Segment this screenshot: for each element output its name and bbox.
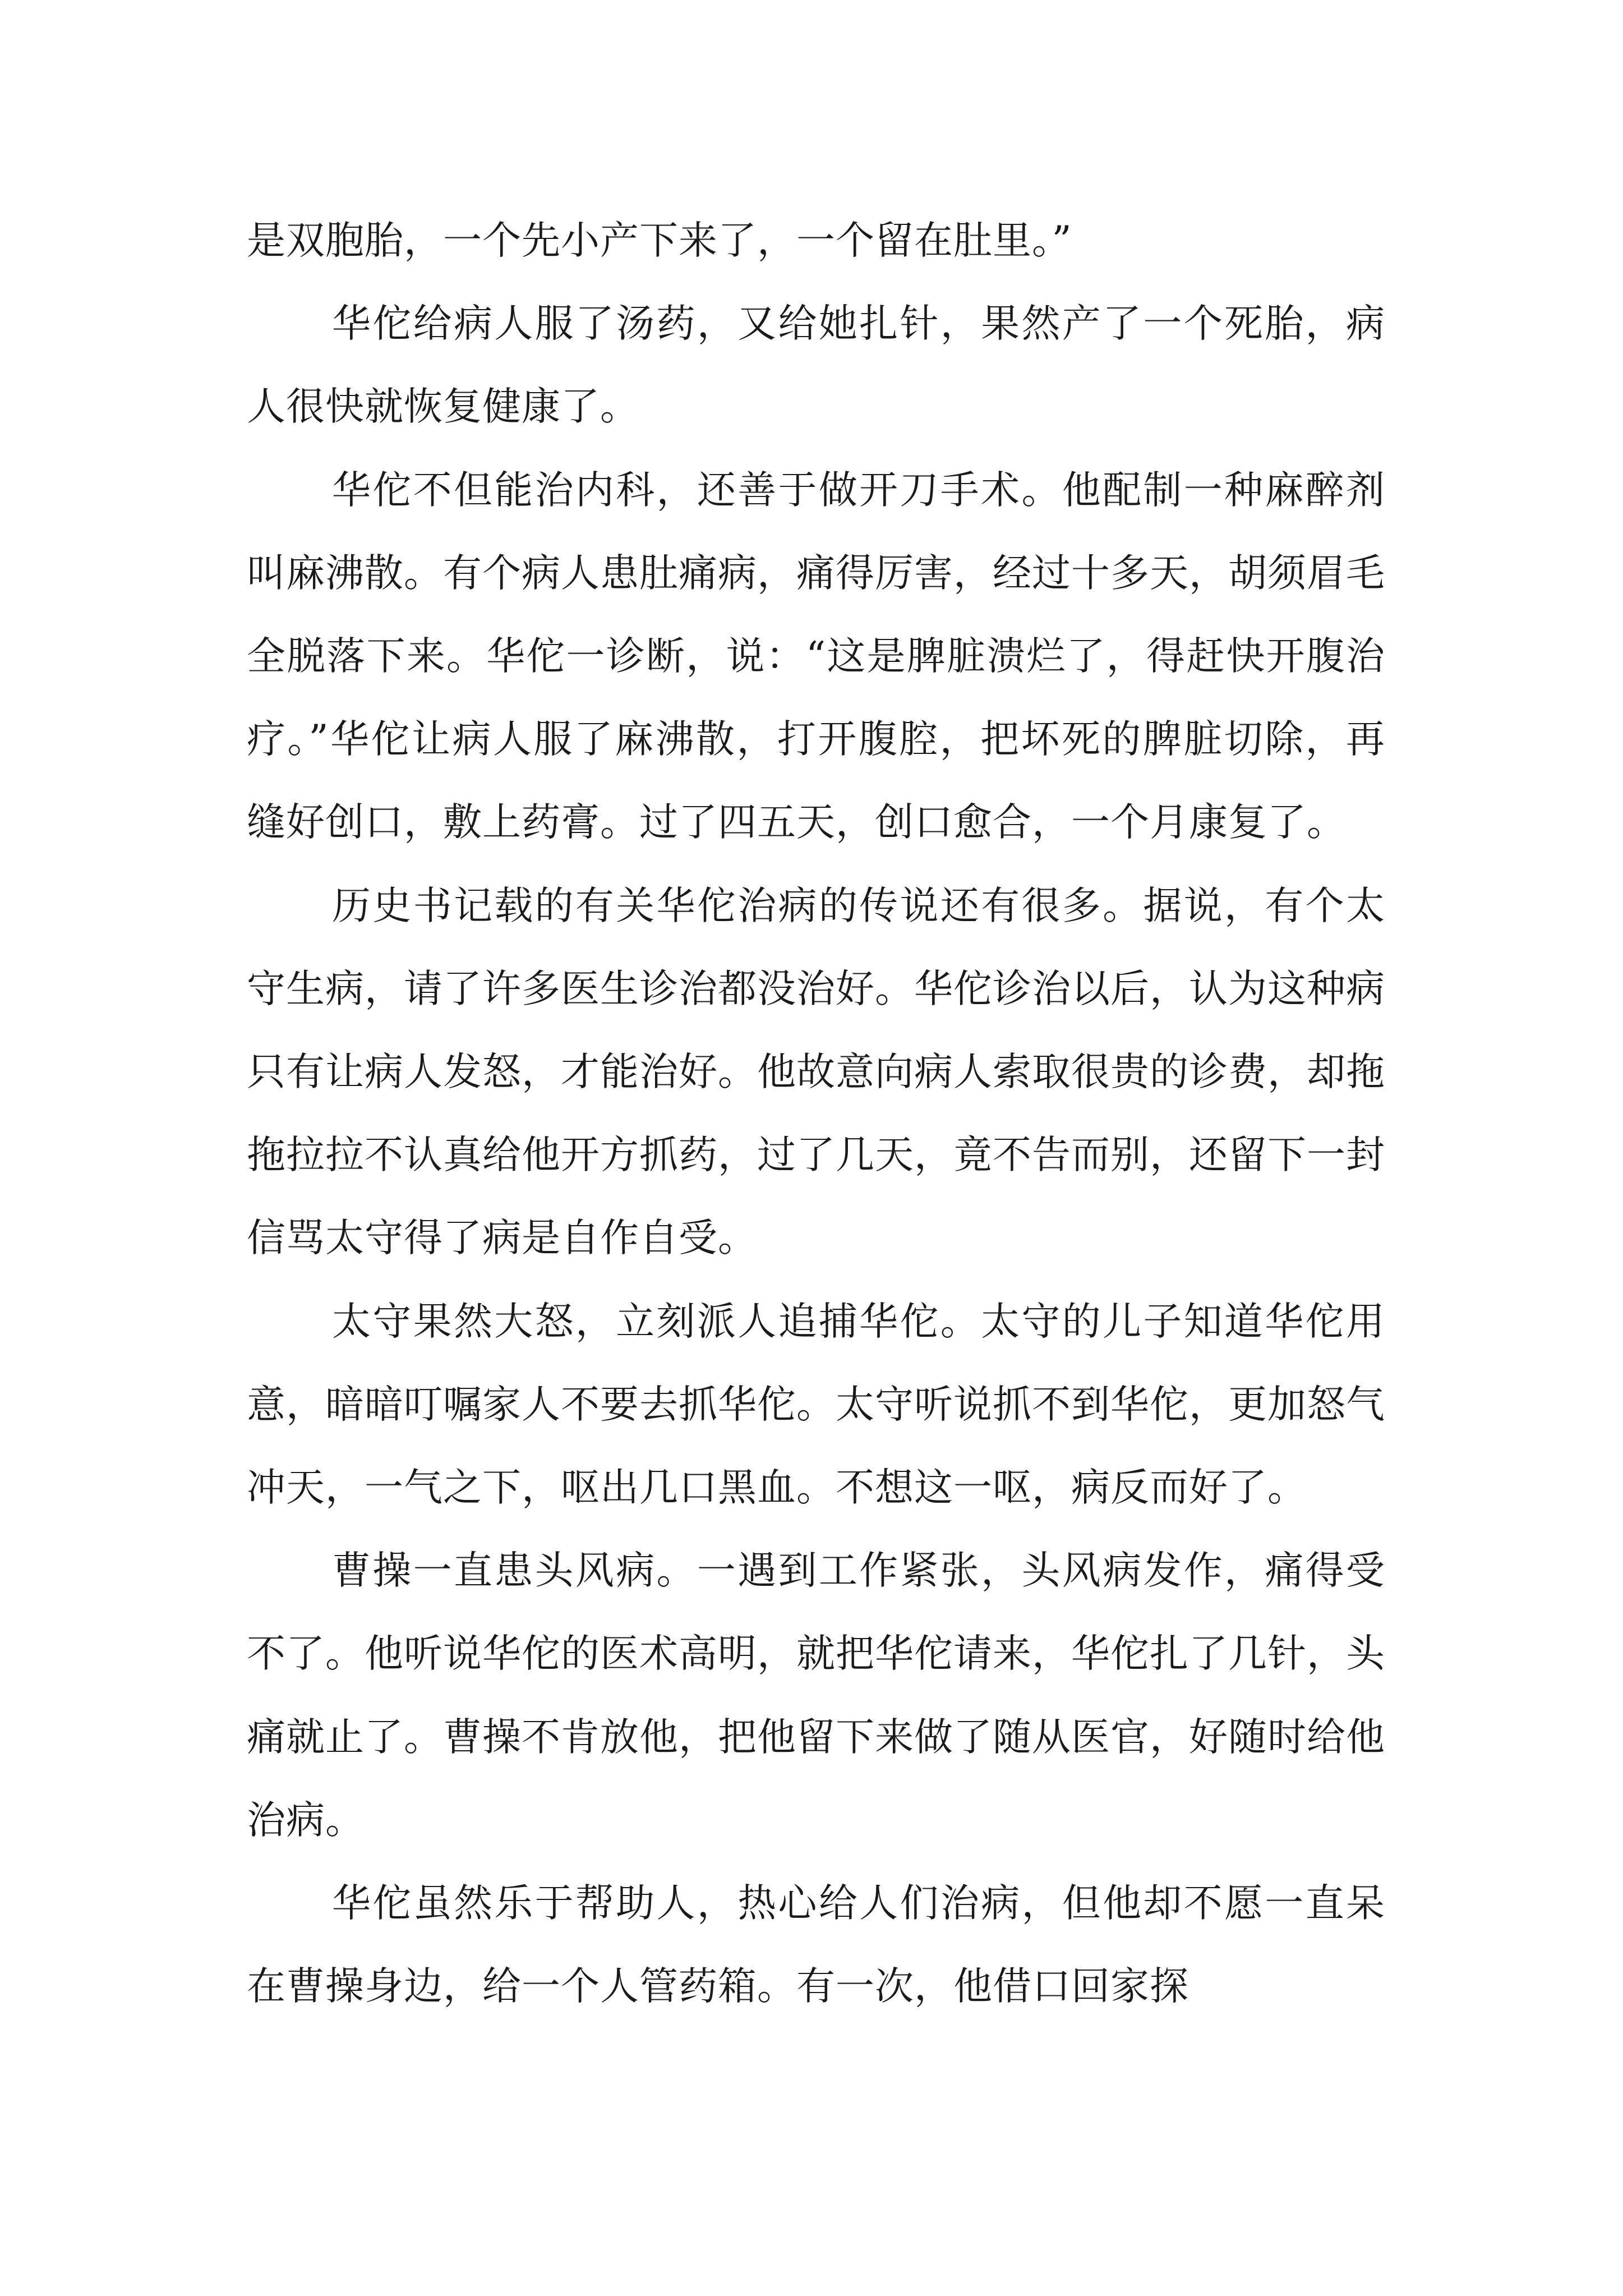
article-body — [247, 199, 1385, 2028]
paragraph-surgery-mafeisan: 华佗不但能治内科，还善于做开刀手术。他配制一种麻醉剂叫麻沸散。有个病人患肚痛病，痛得厉害，经过十多天，胡须眉毛全脱落下来。华佗一诊断，说：“这是脾脏溃烂了，得赶快开腹治疗。”华佗让病人服了麻沸散，打开腹腔，把坏死的脾脏切除，再缝好创口，敷上药膏。过了四五天，创口愈合，一个月康复了。 — [247, 467, 1385, 845]
paragraph-cao-cao-headache: 曹操一直患头风病。一遇到工作紧张，头风病发作，痛得受不了。他听说华佗的医术高明，就把华佗请来，华佗扎了几针，头痛就止了。曹操不肯放他，把他留下来做了随从医官，好随时给他治病。 — [247, 1548, 1385, 1843]
paragraph-hua-tuo-treatment: 华佗给病人服了汤药，又给她扎针，果然产了一个死胎，病人很快就恢复健康了。 — [247, 301, 1385, 430]
paragraph-leaving-cao-cao: 华佗虽然乐于帮助人，热心给人们治病，但他却不愿一直呆在曹操身边，给一个人管药箱。有一次，他借口回家探 — [247, 1881, 1385, 2009]
paragraph-taishou-illness: 历史书记载的有关华佗治病的传说还有很多。据说，有个太守生病，请了许多医生诊治都没治好。华佗诊治以后，认为这种病只有让病人发怒，才能治好。他故意向病人索取很贵的诊费，却拖拖拉拉不认真给他开方抓药，过了几天，竟不告而别，还留下一封信骂太守得了病是自作自受。 — [247, 883, 1385, 1261]
paragraph-taishou-anger: 太守果然大怒，立刻派人追捕华佗。太守的儿子知道华佗用意，暗暗叮嘱家人不要去抓华佗。太守听说抓不到华佗，更加怒气冲天，一气之下，呕出几口黑血。不想这一呕，病反而好了。 — [247, 1299, 1385, 1511]
paragraph-continued: 是双胞胎，一个先小产下来了，一个留在肚里。” — [247, 218, 1072, 263]
